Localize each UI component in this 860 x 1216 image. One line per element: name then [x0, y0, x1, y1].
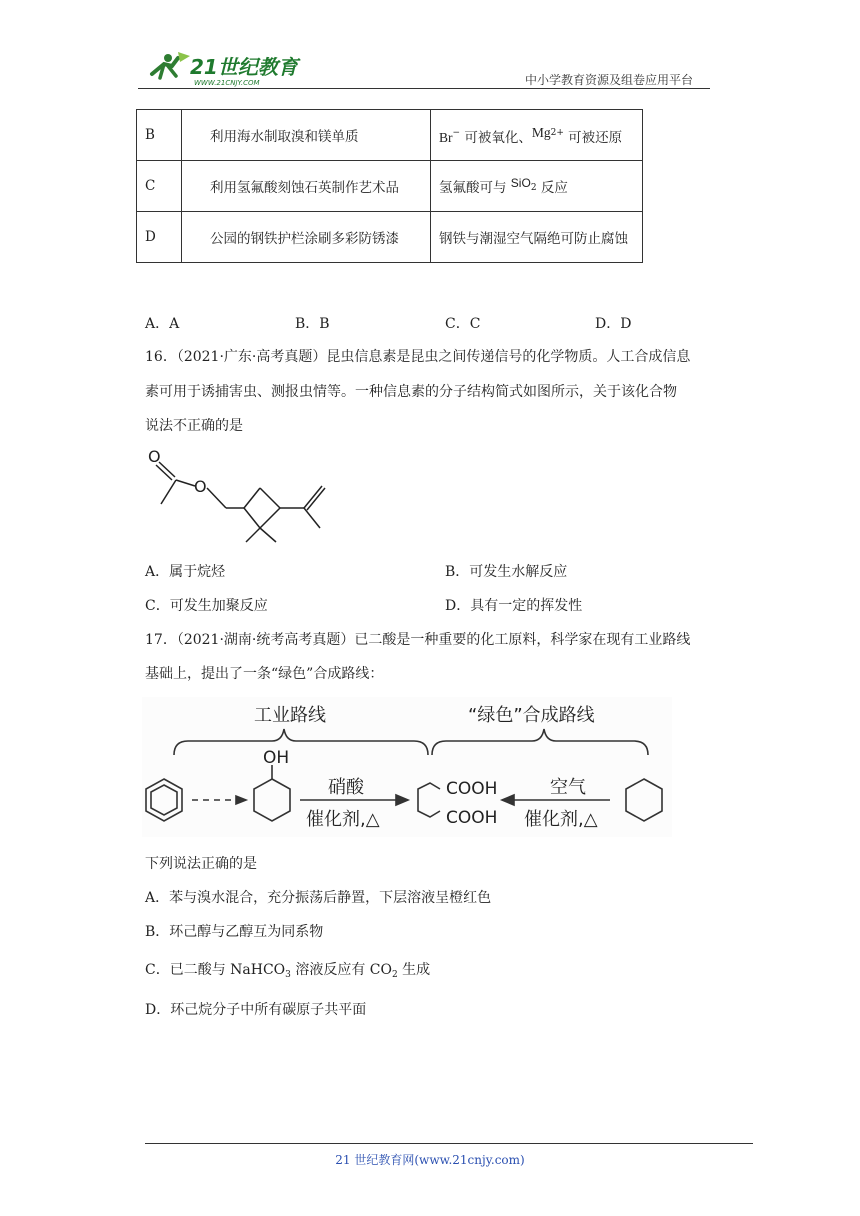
row-reason: 钢铁与潮湿空气隔绝可防止腐蚀 — [431, 212, 643, 263]
platform-name: 中小学教育资源及组卷应用平台 — [525, 73, 694, 87]
q16-option-a: A．属于烷烃 — [145, 564, 226, 580]
row-application: 公园的钢铁护栏涂刷多彩防锈漆 — [182, 212, 431, 263]
q15-option-c: C．C — [445, 316, 481, 332]
reagent2-bottom: 催化剂,△ — [524, 809, 598, 830]
q17-option-d: D．环己烷分子中所有碳原子共平面 — [145, 1002, 367, 1018]
cooh-bottom: COOH — [446, 808, 498, 828]
q15-option-d: D．D — [595, 316, 632, 332]
synthesis-route-diagram — [142, 697, 672, 841]
q16-option-d: D．具有一定的挥发性 — [445, 598, 583, 614]
row-letter: B — [137, 110, 182, 161]
header-divider — [138, 88, 710, 89]
q17-option-c: C．已二酸与 NaHCO$_3$ 溶液反应有 $CO_2$ 生成 — [145, 962, 431, 980]
q15-option-a: A．A — [145, 316, 180, 332]
runner-icon — [152, 52, 190, 78]
q17-option-a: A．苯与溴水混合，充分振荡后静置，下层溶液呈橙红色 — [145, 890, 492, 906]
logo-url: WWW.21CNJY.COM — [194, 79, 260, 87]
site-logo — [138, 44, 308, 88]
table-row — [137, 161, 643, 212]
row-reason: 氢氟酸可与 SiO$^2$ 反应 — [431, 161, 643, 212]
row-application: 利用氢氟酸刻蚀石英制作艺术品 — [182, 161, 431, 212]
row-application: 利用海水制取溴和镁单质 — [182, 110, 431, 161]
hydroxyl-label: OH — [263, 748, 290, 768]
q16-option-b: B．可发生水解反应 — [445, 564, 568, 580]
options-table — [136, 109, 643, 263]
ester-oxygen: O — [194, 477, 207, 496]
green-route-label: “绿色”合成路线 — [468, 705, 595, 726]
q17-stem-line2: 基础上，提出了一条“绿色”合成路线： — [145, 666, 384, 682]
industrial-route-label: 工业路线 — [254, 705, 326, 726]
reagent1-top: 硝酸 — [328, 777, 364, 798]
row-letter: D — [137, 212, 182, 263]
q17-prompt: 下列说法正确的是 — [145, 856, 257, 872]
table-row — [137, 110, 643, 161]
row-letter: C — [137, 161, 182, 212]
cooh-top: COOH — [446, 779, 498, 799]
q15-option-b: B．B — [295, 316, 330, 332]
pheromone-structure — [140, 440, 340, 554]
logo-text: 21世纪教育 — [190, 55, 298, 79]
q17-option-b: B．环己醇与乙醇互为同系物 — [145, 924, 324, 940]
reagent2-top: 空气 — [550, 777, 586, 798]
q16-stem-line3: 说法不正确的是 — [145, 418, 243, 434]
reagent1-bottom: 催化剂,△ — [306, 809, 380, 830]
carbonyl-oxygen: O — [148, 447, 161, 466]
q16-stem-line1: 16．（2021·广东·高考真题）昆虫信息素是昆虫之间传递信号的化学物质。人工合成信息 — [145, 349, 691, 365]
q16-stem-line2: 素可用于诱捕害虫、测报虫情等。一种信息素的分子结构简式如图所示，关于该化合物 — [145, 384, 677, 400]
q17-stem-line1: 17．（2021·湖南·统考高考真题）已二酸是一种重要的化工原料，科学家在现有工业路线 — [145, 632, 691, 648]
footer-divider — [145, 1143, 753, 1144]
table-row — [137, 212, 643, 263]
footer-text: 21 世纪教育网(www.21cnjy.com) — [335, 1153, 525, 1167]
q16-option-c: C．可发生加聚反应 — [145, 598, 268, 614]
row-reason: Br− 可被氧化、$Mg^{2+}$ 可被还原 — [431, 110, 643, 161]
